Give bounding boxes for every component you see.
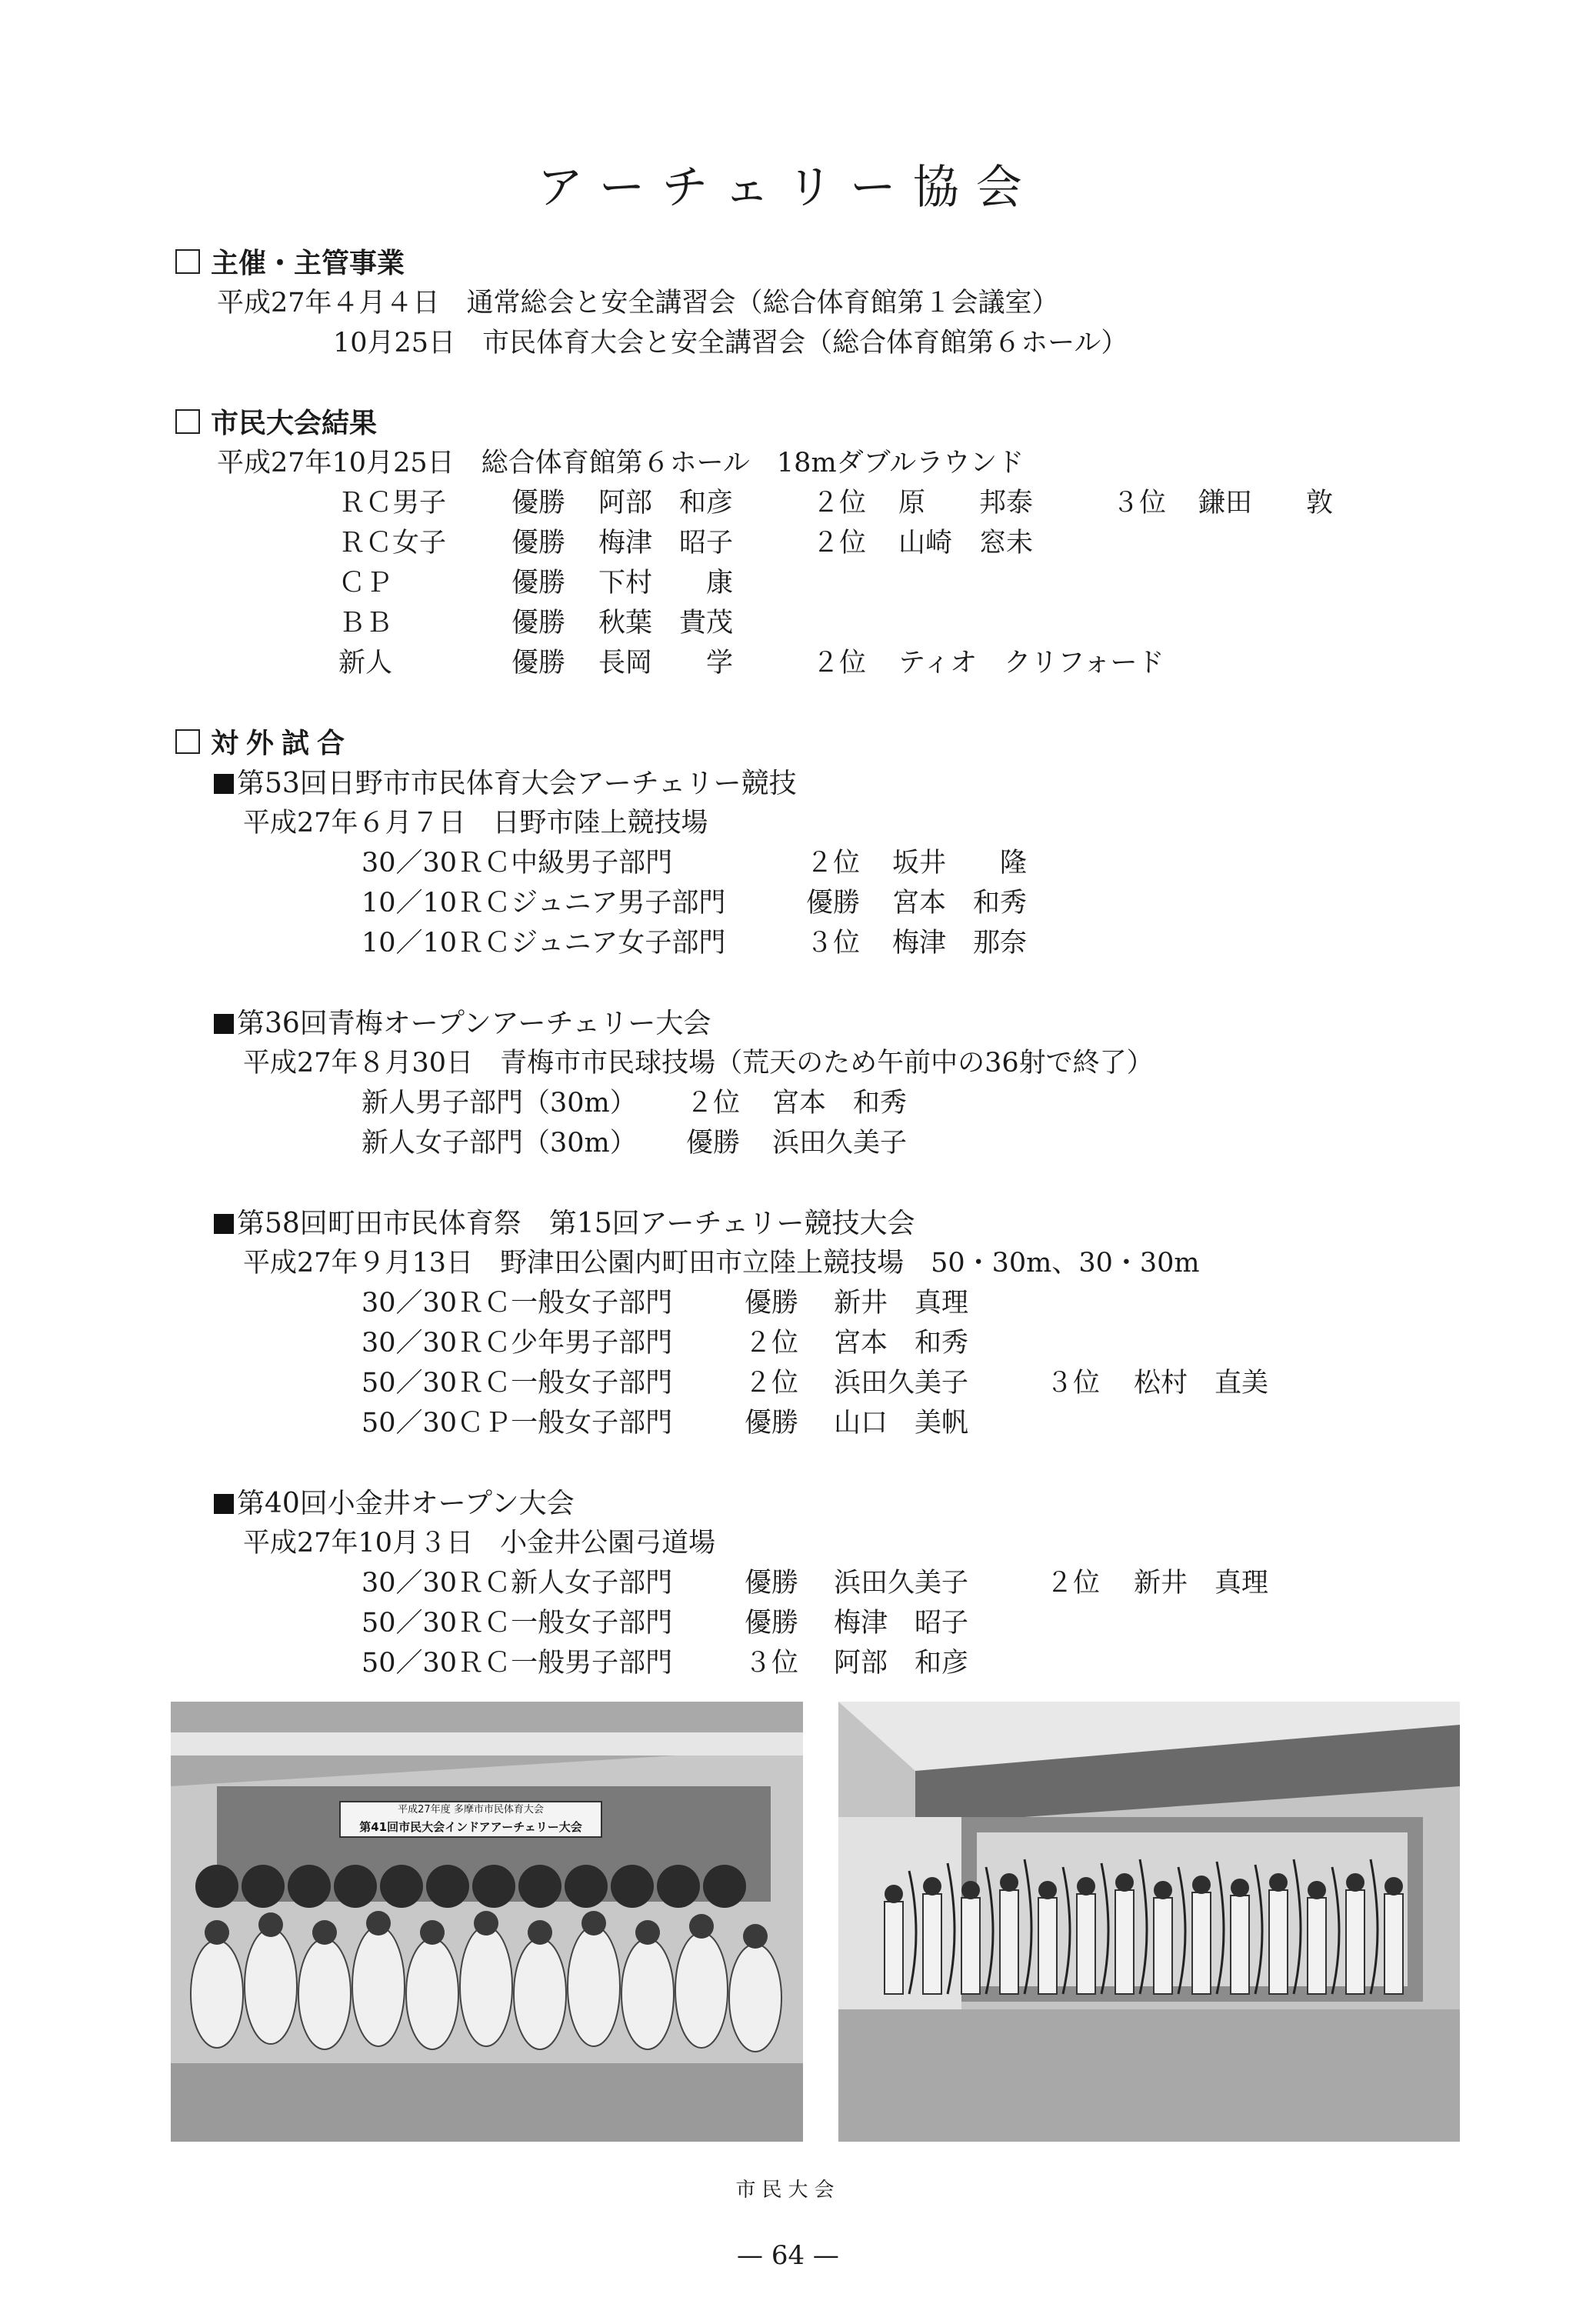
tournament-title: 第53回日野市市民体育大会アーチェリー競技 bbox=[214, 762, 797, 801]
black-square-icon bbox=[214, 1214, 234, 1234]
tournament-date: 平成27年６月７日 日野市陸上競技場 bbox=[243, 808, 708, 839]
section-heading-events: 主催・主管事業 bbox=[175, 242, 405, 281]
checkbox-square-icon bbox=[175, 729, 200, 754]
photo-caption: 市民大会 bbox=[735, 2179, 841, 2202]
archers-photo-illustration bbox=[838, 1702, 1460, 2142]
checkbox-square-icon bbox=[175, 409, 200, 434]
results-header-line: 平成27年10月25日 総合体育館第６ホール 18mダブルラウンド bbox=[217, 448, 1025, 478]
event-line: 10月25日 市民体育大会と安全講習会（総合体育館第６ホール） bbox=[333, 328, 1128, 358]
page-number: — 64 — bbox=[737, 2240, 839, 2271]
tournament-title: 第36回青梅オープンアーチェリー大会 bbox=[214, 1002, 711, 1041]
tournament-date: 平成27年９月13日 野津田公園内町田市立陸上競技場 50・30m、30・30m bbox=[243, 1248, 1200, 1279]
event-line: 平成27年４月４日 通常総会と安全講習会（総合体育館第１会議室） bbox=[217, 288, 1059, 318]
black-square-icon bbox=[214, 1494, 234, 1514]
tournament-title: 第40回小金井オープン大会 bbox=[214, 1482, 575, 1521]
page-title: アーチェリー協会 bbox=[537, 161, 1039, 215]
group-photo-illustration bbox=[171, 1702, 803, 2142]
black-square-icon bbox=[214, 774, 234, 794]
black-square-icon bbox=[214, 1014, 234, 1034]
banner: 平成27年度 多摩市市民体育大会 第41回市民大会インドアアーチェリー大会 bbox=[359, 1804, 582, 1834]
tournament-date: 平成27年10月３日 小金井公園弓道場 bbox=[243, 1528, 716, 1559]
tournament-date: 平成27年８月30日 青梅市市民球技場（荒天のため午前中の36射で終了） bbox=[243, 1048, 1154, 1079]
tournament-title: 第58回町田市民体育祭 第15回アーチェリー競技大会 bbox=[214, 1202, 915, 1241]
section-heading-external: 対外試合 bbox=[175, 722, 352, 761]
archers-photo bbox=[838, 1702, 1460, 2142]
section-heading-results: 市民大会結果 bbox=[175, 402, 377, 441]
checkbox-square-icon bbox=[175, 249, 200, 274]
group-photo bbox=[171, 1702, 803, 2142]
